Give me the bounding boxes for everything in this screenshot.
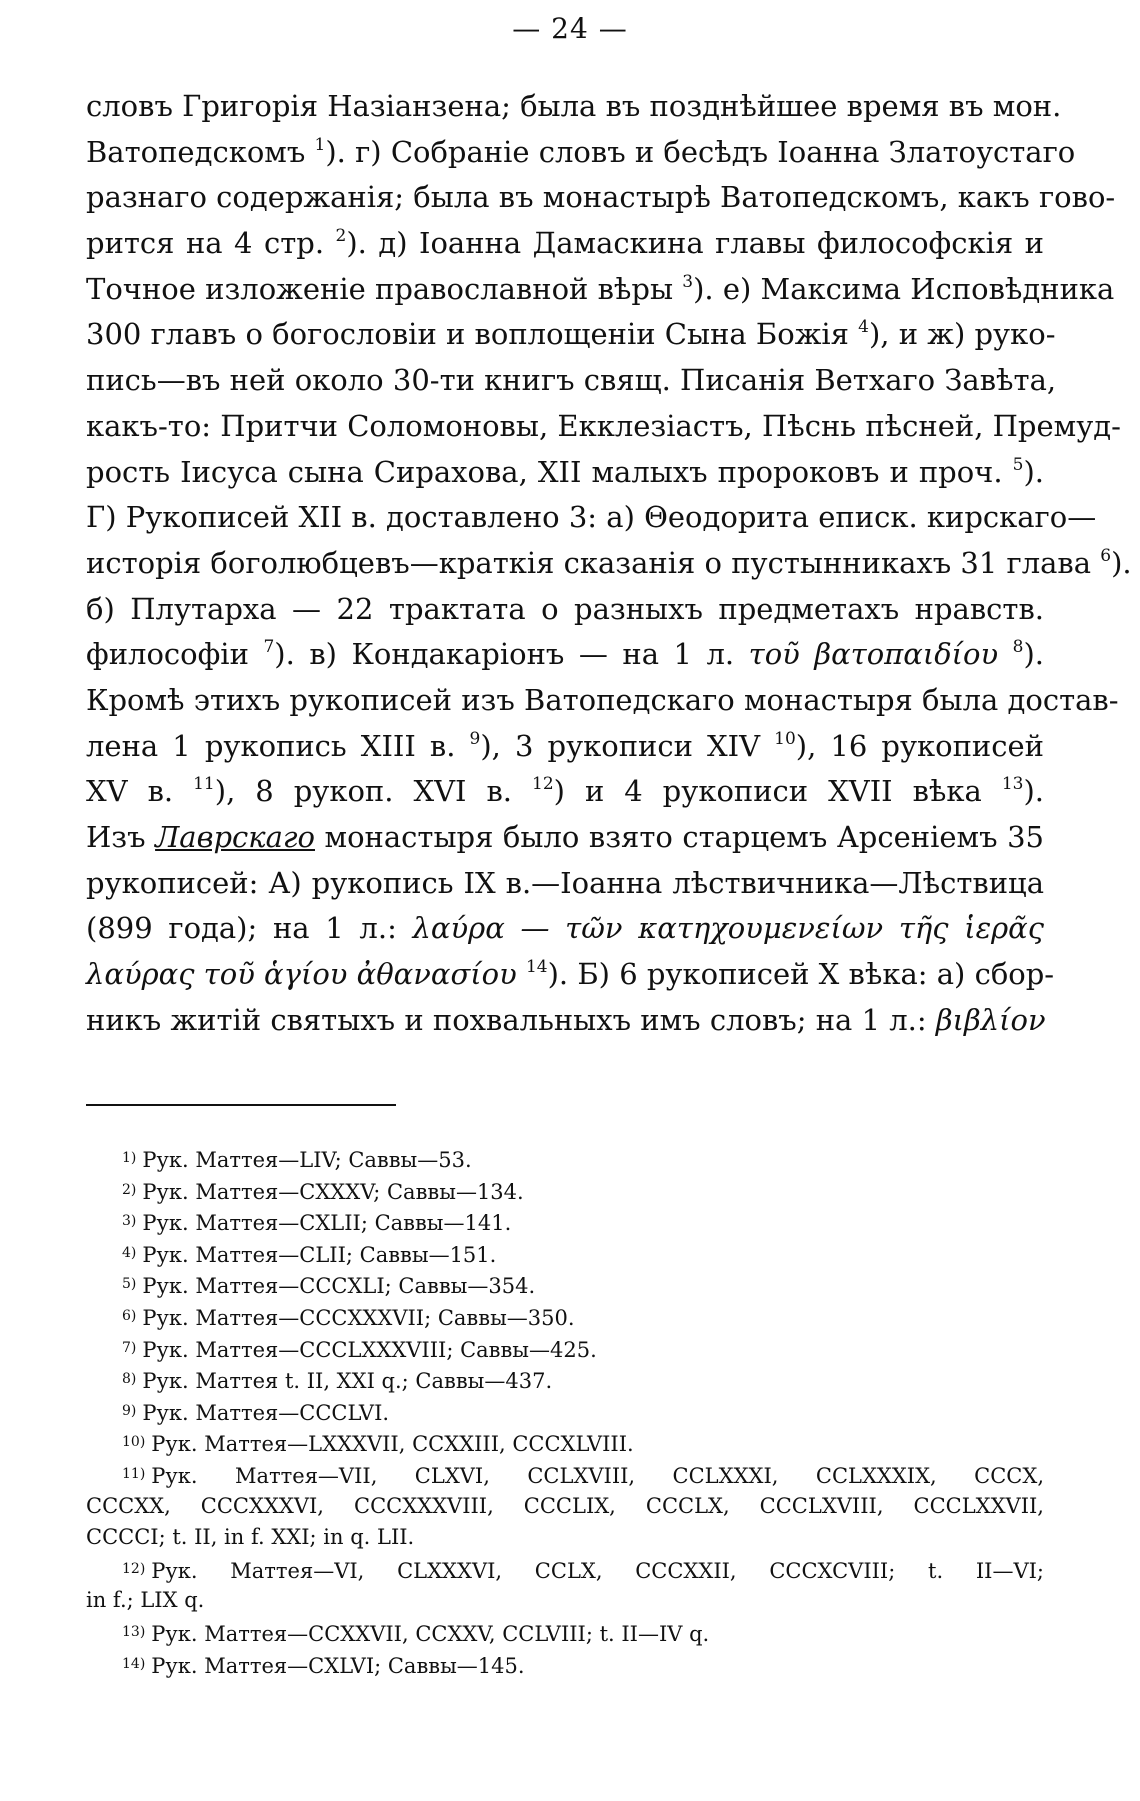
footnote-line bbox=[86, 1649, 1044, 1681]
text-run: Точное изложеніе православной вѣры bbox=[86, 271, 683, 306]
text-run: ). bbox=[1023, 637, 1045, 672]
text-run: ), 3 рукописи XIV bbox=[480, 728, 775, 763]
footnote-line bbox=[86, 1301, 1044, 1333]
text-run: Изъ bbox=[86, 820, 156, 854]
text-run: исторія боголюбцевъ—краткія сказанія о пустынникахъ 31 глава bbox=[86, 545, 1101, 580]
text-line bbox=[86, 632, 1044, 678]
text-run: ). в) Кондакаріонъ — на 1 л. bbox=[274, 637, 749, 672]
text-run: ). Б) 6 рукописей X вѣка: а) сбор- bbox=[547, 957, 1055, 992]
footnote-number: 14) bbox=[122, 1655, 146, 1672]
footnote-text: Рук. Маттея—CXXXV; Саввы—134. bbox=[142, 1179, 524, 1204]
text-run: лена 1 рукопись XIII в. bbox=[86, 728, 470, 763]
text-line bbox=[86, 541, 1132, 587]
footnote-number: 13) bbox=[122, 1623, 146, 1640]
text-run: словъ Григорія Назіанзена; была въ позднѣйшее время въ мон. bbox=[86, 89, 1062, 123]
footnote-ref: 14 bbox=[525, 957, 548, 978]
footnote-number: 10) bbox=[122, 1434, 146, 1451]
text-run: философіи bbox=[86, 637, 264, 672]
footnote-ref: 5 bbox=[1012, 454, 1024, 475]
footnote-text: Рук. Маттея—CCCLXXXVIII; Саввы—425. bbox=[142, 1337, 597, 1362]
footnote-ref: 2 bbox=[335, 226, 347, 247]
footnote-number: 8) bbox=[122, 1371, 137, 1388]
text-line bbox=[86, 84, 1062, 130]
footnote-text: Рук. Маттея—CLII; Саввы—151. bbox=[142, 1242, 497, 1267]
footnote-text: Рук. Маттея—VII, CLXVI, CCLXVIII, CCLXXXI, CCLXXXIX, CCCX, bbox=[151, 1463, 1044, 1488]
footnote-ref: 8 bbox=[1012, 637, 1024, 658]
footnote-ref: 6 bbox=[1100, 545, 1112, 566]
greek-text: λαύρας τοῦ ἁγίου ἀθανασίου bbox=[86, 957, 517, 992]
text-run: Г) Рукописей XII в. доставлено 3: а) Θеодорита еписк. кирскаго— bbox=[86, 500, 1097, 535]
footnote-number: 7) bbox=[122, 1339, 137, 1356]
footnote-text: Рук. Маттея—LXXXVII, CCXXIII, CCCXLVIII. bbox=[151, 1432, 634, 1457]
footnote-text: Рук. Маттея—CCCXXXVII; Саввы—350. bbox=[142, 1305, 575, 1330]
text-line bbox=[86, 998, 1044, 1044]
text-line bbox=[86, 175, 1116, 221]
text-run: XV в. bbox=[86, 774, 194, 809]
text-run: ). е) Максима Исповѣдника bbox=[693, 271, 1115, 306]
text-run: ). bbox=[1111, 545, 1132, 580]
text-run: пись—въ ней около 30-ти книгъ свящ. Писанія Ветхаго Завѣта, bbox=[86, 363, 1057, 398]
text-line bbox=[86, 221, 1044, 267]
text-run: рость Іисуса сына Сирахова, XII малыхъ пророковъ и проч. bbox=[86, 454, 1013, 489]
footnote-line bbox=[86, 1396, 1044, 1428]
footnote-text: Рук. Маттея—CCXXVII, CCXXV, CCLVIII; t. II—IV q. bbox=[151, 1621, 710, 1646]
footnote-line bbox=[86, 1554, 1044, 1586]
footnote-line bbox=[86, 1143, 1044, 1175]
text-run: б) Плутарха — 22 трактата о разныхъ предметахъ нравств. bbox=[86, 591, 1044, 626]
footnote-line bbox=[86, 1206, 1044, 1238]
footnote-ref: 13 bbox=[1001, 774, 1024, 795]
footnote-line bbox=[86, 1175, 1044, 1207]
text-line bbox=[86, 495, 1097, 541]
text-line bbox=[86, 769, 1044, 815]
footnotes bbox=[86, 1143, 1044, 1680]
text-run: рукописей: А) рукопись IX в.—Іоанна лѣствичника—Лѣствица bbox=[86, 865, 1044, 900]
text-line bbox=[86, 587, 1044, 633]
footnote-number: 12) bbox=[122, 1560, 146, 1577]
footnote-text: Рук. Маттея—LIV; Саввы—53. bbox=[142, 1148, 472, 1172]
text-line bbox=[86, 952, 1055, 998]
text-run: ) и 4 рукописи XVII вѣка bbox=[553, 774, 1002, 809]
text-run: разнаго содержанія; была въ монастырѣ Ватопедскомъ, какъ гово- bbox=[86, 180, 1116, 215]
footnote-number: 1) bbox=[122, 1150, 137, 1166]
text-run: ), и ж) руко- bbox=[868, 317, 1056, 352]
footnote-line bbox=[86, 1269, 1044, 1301]
footnote-line bbox=[86, 1333, 1044, 1365]
text-line bbox=[86, 358, 1057, 404]
footnote-ref: 3 bbox=[682, 271, 694, 292]
text-run: ), 16 рукописей bbox=[795, 728, 1044, 763]
text-run: ). г) Собраніе словъ и бесѣдъ Іоанна Златоустаго bbox=[325, 134, 1076, 169]
footnote-text: Рук. Маттея—CCCXLI; Саввы—354. bbox=[142, 1274, 536, 1299]
text-run bbox=[998, 637, 1013, 671]
greek-text: τοῦ βατοπαιδίου bbox=[748, 637, 999, 672]
footnote-line bbox=[86, 1364, 1044, 1396]
text-run: какъ-то: Притчи Соломоновы, Екклезіастъ, Пѣснь пѣсней, Премуд- bbox=[86, 408, 1121, 443]
footnote-number: 9) bbox=[122, 1402, 137, 1419]
footnote-ref: 4 bbox=[858, 317, 869, 338]
footnote-divider bbox=[86, 1104, 396, 1106]
text-run bbox=[517, 957, 526, 991]
text-line bbox=[86, 267, 1115, 313]
text-line bbox=[86, 130, 1076, 176]
footnote-ref: 9 bbox=[469, 728, 481, 749]
footnote-continuation: in f.; LIX q. bbox=[86, 1588, 205, 1613]
footnote-line bbox=[86, 1459, 1044, 1491]
footnote-number: 6) bbox=[122, 1307, 137, 1324]
footnote-line bbox=[86, 1427, 1044, 1459]
main-text bbox=[86, 84, 1132, 1043]
text-line bbox=[86, 678, 1119, 724]
text-run: монастыря было взято старцемъ Арсеніемъ 35 bbox=[315, 820, 1044, 854]
text-run: ). д) Іоанна Дамаскина главы философскія и bbox=[346, 226, 1045, 261]
text-run: Ватопедскомъ bbox=[86, 134, 315, 169]
text-run: 300 главъ о богословіи и воплощеніи Сына Божія bbox=[86, 317, 859, 352]
footnote-text: Рук. Маттея—CCCLVI. bbox=[142, 1400, 390, 1425]
footnote-number: 4) bbox=[122, 1244, 137, 1261]
footnote-text: Рук. Маттея t. II, XXI q.; Саввы—437. bbox=[142, 1369, 553, 1394]
page-number: — 24 — bbox=[512, 12, 628, 45]
text-run: ), 8 рукоп. XVI в. bbox=[214, 774, 532, 809]
footnote-ref: 11 bbox=[193, 774, 215, 795]
footnote-ref: 12 bbox=[532, 774, 554, 795]
underlined-text: Лаврскаго bbox=[155, 820, 315, 854]
text-run: (899 года); на 1 л.: bbox=[86, 911, 413, 946]
footnote-text: Рук. Маттея—CXLII; Саввы—141. bbox=[142, 1211, 512, 1236]
footnote-number: 2) bbox=[122, 1181, 137, 1198]
text-run: ). bbox=[1023, 454, 1044, 489]
footnote-continuation: CCCCI; t. II, in f. XXI; in q. LII. bbox=[86, 1525, 415, 1550]
footnote-continuation: CCCXX, CCCXXXVI, CCCXXXVIII, CCCLIX, CCCLX, CCCLXVIII, CCCLXXVII, bbox=[86, 1493, 1044, 1518]
greek-text: λαύρα — τῶν κατηχουμενείων τῆς ἱερᾶς bbox=[412, 911, 1044, 946]
text-line bbox=[86, 450, 1044, 496]
text-run: никъ житій святыхъ и похвальныхъ имъ словъ; на 1 л.: bbox=[86, 1002, 936, 1037]
footnote-ref: 1 bbox=[314, 134, 326, 155]
text-run: ). bbox=[1023, 774, 1044, 809]
text-line bbox=[86, 861, 1044, 907]
text-line bbox=[86, 404, 1121, 450]
text-line bbox=[86, 815, 1044, 861]
footnote-number: 3) bbox=[122, 1213, 137, 1230]
footnote-line bbox=[86, 1238, 1044, 1270]
footnote-ref: 7 bbox=[263, 637, 275, 658]
text-line bbox=[86, 312, 1056, 358]
text-line bbox=[86, 906, 1044, 952]
footnote-number: 11) bbox=[122, 1465, 146, 1482]
text-run: Кромѣ этихъ рукописей изъ Ватопедскаго монастыря была достав- bbox=[86, 682, 1119, 717]
footnote-text: Рук. Маттея—CXLVI; Саввы—145. bbox=[151, 1653, 525, 1678]
footnote-line bbox=[86, 1617, 1044, 1649]
footnote-text: Рук. Маттея—VI, CLXXXVI, CCLX, CCCXXII, CCCXCVIII; t. II—VI; bbox=[151, 1558, 1044, 1583]
greek-text: βιβλίον bbox=[935, 1002, 1046, 1037]
footnote-number: 5) bbox=[122, 1276, 137, 1293]
text-run: рится на 4 стр. bbox=[86, 226, 336, 261]
footnote-ref: 10 bbox=[774, 728, 796, 749]
text-line bbox=[86, 724, 1044, 770]
